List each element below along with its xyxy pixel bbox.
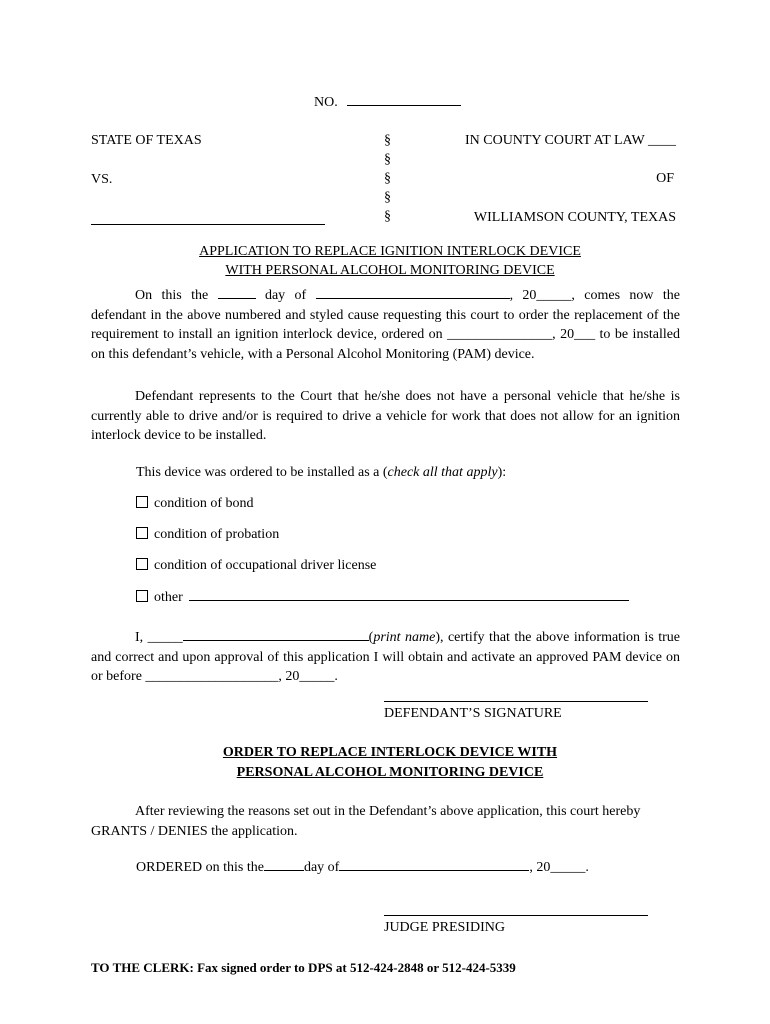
section-symbol: §: [384, 209, 391, 224]
ordered-as-text: This device was ordered to be installed as a (check all that apply):: [136, 465, 507, 480]
application-paragraph-1: On this the day of , 20_____, comes now the defendant in the above numbered and styled cause requesting this court to order the replacement of the requirement to install an ignition interlock device, ordered on _______________, 20___ to be installed on this defendant’s vehicle, with a Personal Alcohol Monitoring (PAM) device.: [91, 288, 681, 362]
caption-court: IN COUNTY COURT AT LAW ____: [464, 133, 676, 148]
ordered-on-line: ORDERED on this the day of , 20_____.: [136, 860, 589, 875]
caption-county: WILLIAMSON COUNTY, TEXAS: [473, 210, 676, 225]
application-paragraph-2: Defendant represents to the Court that he/she does not have a personal vehicle that he/she is currently able to drive and/or is required to drive a vehicle for work that does not allow for an ignition interlock device to be installed.: [91, 389, 680, 443]
judge-signature-line[interactable]: [384, 915, 648, 916]
checkbox-icon[interactable]: [136, 496, 148, 508]
order-month-blank[interactable]: [339, 870, 529, 871]
defendant-name-blank[interactable]: [91, 210, 325, 225]
order-paragraph: After reviewing the reasons set out in the Defendant’s above application, this court hereby GRANTS / DENIES the application.: [91, 804, 641, 839]
section-symbol: §: [384, 152, 391, 167]
clerk-note: TO THE CLERK: Fax signed order to DPS at 512-424-2848 or 512-424-5339: [91, 960, 516, 975]
caption-vs: VS.: [91, 172, 113, 187]
checkbox-other[interactable]: other: [136, 590, 629, 606]
print-name-blank[interactable]: [183, 640, 369, 641]
certification-paragraph: I, _____ (print name), certify that the above information is true and correct and upon approval of this application I will obtain and activate an approved PAM device on or before ___________________, 20_____.: [91, 630, 680, 684]
caption-of: OF: [656, 171, 674, 186]
checkbox-icon[interactable]: [136, 558, 148, 570]
month-blank[interactable]: [316, 298, 510, 299]
checkbox-condition-of-bond[interactable]: condition of bond: [136, 496, 254, 512]
checkbox-occupational-license[interactable]: condition of occupational driver license: [136, 558, 376, 574]
defendant-signature-label: DEFENDANT’S SIGNATURE: [384, 706, 562, 721]
order-title-line1: ORDER TO REPLACE INTERLOCK DEVICE WITH: [222, 745, 558, 760]
application-title-line1: APPLICATION TO REPLACE IGNITION INTERLOCK DEVICE: [199, 244, 581, 259]
cause-number-blank[interactable]: [347, 105, 461, 106]
section-symbol: §: [384, 171, 391, 186]
checkbox-condition-of-probation[interactable]: condition of probation: [136, 527, 279, 543]
day-blank[interactable]: [218, 298, 256, 299]
cause-number: [314, 95, 461, 111]
checkbox-icon[interactable]: [136, 527, 148, 539]
section-symbol: §: [384, 190, 391, 205]
caption-party-state: STATE OF TEXAS: [91, 133, 202, 148]
defendant-signature-line[interactable]: [384, 701, 648, 702]
checkbox-icon[interactable]: [136, 590, 148, 602]
order-day-blank[interactable]: [264, 870, 304, 871]
cause-number-label: NO.: [314, 95, 338, 110]
order-title-line2: PERSONAL ALCOHOL MONITORING DEVICE: [236, 765, 544, 780]
other-blank[interactable]: [189, 600, 629, 601]
application-title-line2: WITH PERSONAL ALCOHOL MONITORING DEVICE: [225, 263, 555, 278]
section-symbol: §: [384, 133, 391, 148]
judge-signature-label: JUDGE PRESIDING: [384, 920, 505, 935]
